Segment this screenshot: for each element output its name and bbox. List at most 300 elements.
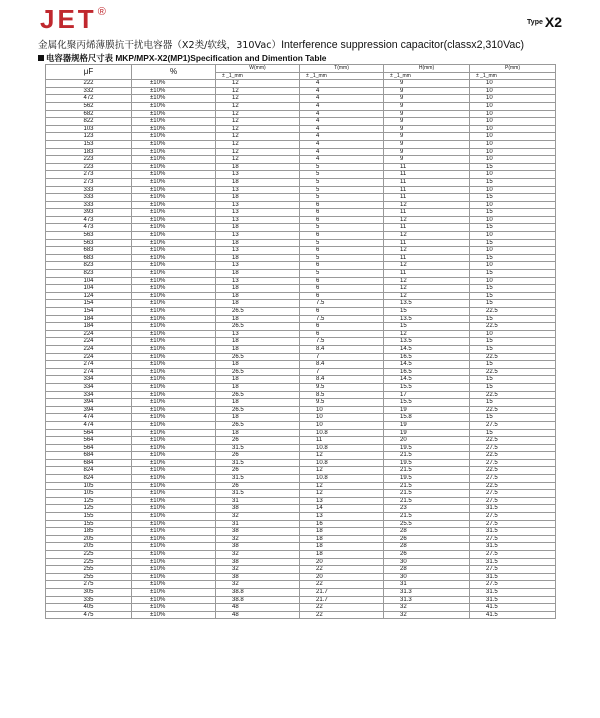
width-cell: 31 xyxy=(216,497,300,505)
capacitance-cell: 394 xyxy=(46,406,132,414)
tolerance-cell: ±10% xyxy=(132,497,216,505)
thickness-cell: 5 xyxy=(300,163,384,171)
tolerance-cell: ±10% xyxy=(132,285,216,293)
tolerance-cell: ±10% xyxy=(132,178,216,186)
table-row xyxy=(46,102,556,110)
table-row xyxy=(46,216,556,224)
table-row xyxy=(46,323,556,331)
height-cell: 15 xyxy=(384,323,470,331)
width-cell: 12 xyxy=(216,148,300,156)
pitch-cell: 22.5 xyxy=(470,406,556,414)
capacitance-cell: 222 xyxy=(46,80,132,88)
height-cell: 11 xyxy=(384,270,470,278)
tolerance-cell: ±10% xyxy=(132,611,216,619)
height-cell: 15 xyxy=(384,308,470,316)
capacitance-cell: 562 xyxy=(46,102,132,110)
pitch-cell: 27.5 xyxy=(470,497,556,505)
table-row xyxy=(46,308,556,316)
thickness-cell: 5 xyxy=(300,239,384,247)
tolerance-cell: ±10% xyxy=(132,216,216,224)
pitch-cell: 15 xyxy=(470,292,556,300)
height-cell: 31 xyxy=(384,581,470,589)
table-row xyxy=(46,588,556,596)
table-row xyxy=(46,604,556,612)
width-cell: 18 xyxy=(216,292,300,300)
thickness-cell: 6 xyxy=(300,209,384,217)
pitch-cell: 10 xyxy=(470,232,556,240)
thickness-cell: 4 xyxy=(300,80,384,88)
capacitance-cell: 682 xyxy=(46,110,132,118)
tolerance-cell: ±10% xyxy=(132,292,216,300)
thickness-tolerance: ± _1_mm xyxy=(300,72,384,80)
tolerance-cell: ±10% xyxy=(132,573,216,581)
height-cell: 28 xyxy=(384,566,470,574)
tolerance-cell: ±10% xyxy=(132,406,216,414)
capacitance-cell: 683 xyxy=(46,254,132,262)
pitch-cell: 15 xyxy=(470,254,556,262)
thickness-cell: 14 xyxy=(300,505,384,513)
thickness-cell: 4 xyxy=(300,125,384,133)
width-cell: 18 xyxy=(216,270,300,278)
pitch-cell: 27.5 xyxy=(470,535,556,543)
thickness-cell: 7 xyxy=(300,368,384,376)
width-cell: 26.5 xyxy=(216,353,300,361)
width-cell: 13 xyxy=(216,262,300,270)
capacitance-cell: 563 xyxy=(46,232,132,240)
tolerance-cell: ±10% xyxy=(132,118,216,126)
capacitance-cell: 684 xyxy=(46,459,132,467)
thickness-cell: 18 xyxy=(300,543,384,551)
pitch-cell: 31.5 xyxy=(470,573,556,581)
table-row xyxy=(46,452,556,460)
width-cell: 12 xyxy=(216,118,300,126)
capacitance-cell: 205 xyxy=(46,543,132,551)
width-cell: 12 xyxy=(216,102,300,110)
capacitance-cell: 473 xyxy=(46,224,132,232)
width-cell: 12 xyxy=(216,156,300,164)
capacitance-cell: 154 xyxy=(46,300,132,308)
thickness-cell: 4 xyxy=(300,148,384,156)
height-cell: 31.3 xyxy=(384,596,470,604)
width-cell: 32 xyxy=(216,535,300,543)
capacitance-cell: 334 xyxy=(46,383,132,391)
tolerance-cell: ±10% xyxy=(132,201,216,209)
height-cell: 9 xyxy=(384,102,470,110)
width-cell: 12 xyxy=(216,87,300,95)
thickness-cell: 12 xyxy=(300,482,384,490)
height-cell: 30 xyxy=(384,573,470,581)
width-cell: 13 xyxy=(216,216,300,224)
pitch-cell: 10 xyxy=(470,247,556,255)
height-cell: 13.5 xyxy=(384,315,470,323)
height-cell: 14.5 xyxy=(384,376,470,384)
tolerance-cell: ±10% xyxy=(132,308,216,316)
width-cell: 26 xyxy=(216,452,300,460)
capacitance-cell: 224 xyxy=(46,353,132,361)
pitch-cell: 10 xyxy=(470,156,556,164)
thickness-cell: 21.7 xyxy=(300,596,384,604)
tolerance-cell: ±10% xyxy=(132,277,216,285)
thickness-cell: 4 xyxy=(300,140,384,148)
width-cell: 38 xyxy=(216,528,300,536)
tolerance-cell: ±10% xyxy=(132,444,216,452)
type-label: $^{Type}$ X2 xyxy=(527,14,562,30)
capacitance-cell: 105 xyxy=(46,490,132,498)
thickness-cell: 22 xyxy=(300,604,384,612)
thickness-cell: 6 xyxy=(300,285,384,293)
table-title: 电容器规格尺寸表 MKP/MPX-X2(MP1)Specification and Dimention Table xyxy=(38,52,326,64)
table-row xyxy=(46,224,556,232)
capacitance-cell: 125 xyxy=(46,505,132,513)
tolerance-cell: ±10% xyxy=(132,239,216,247)
product-subtitle xyxy=(38,37,562,51)
capacitance-cell: 684 xyxy=(46,452,132,460)
capacitance-cell: 124 xyxy=(46,292,132,300)
width-cell: 18 xyxy=(216,429,300,437)
pitch-cell: 10 xyxy=(470,102,556,110)
tolerance-cell: ±10% xyxy=(132,262,216,270)
table-row xyxy=(46,338,556,346)
table-row xyxy=(46,383,556,391)
height-cell: 11 xyxy=(384,186,470,194)
width-cell: 12 xyxy=(216,110,300,118)
table-row xyxy=(46,285,556,293)
tolerance-cell: ±10% xyxy=(132,300,216,308)
pitch-cell: 10 xyxy=(470,171,556,179)
tolerance-cell: ±10% xyxy=(132,330,216,338)
width-cell: 32 xyxy=(216,513,300,521)
height-cell: 11 xyxy=(384,163,470,171)
thickness-cell: 7.5 xyxy=(300,338,384,346)
height-cell: 12 xyxy=(384,292,470,300)
width-cell: 31.5 xyxy=(216,490,300,498)
pitch-cell: 15 xyxy=(470,239,556,247)
capacitance-cell: 224 xyxy=(46,330,132,338)
capacitance-cell: 153 xyxy=(46,140,132,148)
height-cell: 26 xyxy=(384,535,470,543)
width-cell: 38 xyxy=(216,543,300,551)
width-cell: 18 xyxy=(216,383,300,391)
tolerance-cell: ±10% xyxy=(132,125,216,133)
pitch-cell: 27.5 xyxy=(470,475,556,483)
pitch-cell: 27.5 xyxy=(470,566,556,574)
thickness-cell: 7.5 xyxy=(300,300,384,308)
capacitance-cell: 823 xyxy=(46,270,132,278)
width-cell: 31 xyxy=(216,520,300,528)
width-cell: 18 xyxy=(216,399,300,407)
tolerance-cell: ±10% xyxy=(132,528,216,536)
table-header-row xyxy=(46,65,556,73)
thickness-cell: 5 xyxy=(300,254,384,262)
tolerance-cell: ±10% xyxy=(132,520,216,528)
capacitance-cell: 273 xyxy=(46,178,132,186)
pitch-cell: 22.5 xyxy=(470,308,556,316)
pitch-cell: 27.5 xyxy=(470,421,556,429)
capacitance-cell: 125 xyxy=(46,497,132,505)
capacitance-cell: 184 xyxy=(46,315,132,323)
thickness-cell: 10 xyxy=(300,414,384,422)
thickness-cell: 4 xyxy=(300,156,384,164)
pitch-cell: 27.5 xyxy=(470,490,556,498)
width-cell: 12 xyxy=(216,133,300,141)
height-cell: 9 xyxy=(384,80,470,88)
width-cell: 26.5 xyxy=(216,421,300,429)
capacitance-cell: 334 xyxy=(46,391,132,399)
pitch-cell: 15 xyxy=(470,285,556,293)
width-cell: 18 xyxy=(216,315,300,323)
table-row xyxy=(46,558,556,566)
capacitance-cell: 105 xyxy=(46,482,132,490)
table-row xyxy=(46,125,556,133)
pitch-cell: 15 xyxy=(470,376,556,384)
thickness-cell: 20 xyxy=(300,558,384,566)
table-row xyxy=(46,315,556,323)
tolerance-cell: ±10% xyxy=(132,429,216,437)
table-row xyxy=(46,277,556,285)
tolerance-cell: ±10% xyxy=(132,482,216,490)
thickness-cell: 18 xyxy=(300,535,384,543)
height-cell: 11 xyxy=(384,224,470,232)
capacitance-cell: 334 xyxy=(46,376,132,384)
capacitance-cell: 305 xyxy=(46,588,132,596)
thickness-cell: 4 xyxy=(300,87,384,95)
pitch-cell: 15 xyxy=(470,178,556,186)
table-row xyxy=(46,163,556,171)
width-cell: 13 xyxy=(216,277,300,285)
height-cell: 9 xyxy=(384,156,470,164)
col-header-height: H(mm) xyxy=(384,65,470,73)
thickness-cell: 12 xyxy=(300,467,384,475)
tolerance-cell: ±10% xyxy=(132,505,216,513)
width-cell: 18 xyxy=(216,376,300,384)
thickness-cell: 6 xyxy=(300,262,384,270)
capacitance-cell: 274 xyxy=(46,368,132,376)
pitch-cell: 15 xyxy=(470,209,556,217)
tolerance-cell: ±10% xyxy=(132,133,216,141)
pitch-cell: 10 xyxy=(470,80,556,88)
tolerance-cell: ±10% xyxy=(132,338,216,346)
table-row xyxy=(46,95,556,103)
table-row xyxy=(46,232,556,240)
pitch-cell: 22.5 xyxy=(470,437,556,445)
height-cell: 31.3 xyxy=(384,588,470,596)
thickness-cell: 20 xyxy=(300,573,384,581)
width-cell: 32 xyxy=(216,581,300,589)
pitch-cell: 31.5 xyxy=(470,505,556,513)
table-row xyxy=(46,513,556,521)
tolerance-cell: ±10% xyxy=(132,513,216,521)
thickness-cell: 9.5 xyxy=(300,399,384,407)
tolerance-cell: ±10% xyxy=(132,224,216,232)
capacitance-cell: 185 xyxy=(46,528,132,536)
width-cell: 12 xyxy=(216,125,300,133)
capacitance-cell: 223 xyxy=(46,156,132,164)
height-cell: 17 xyxy=(384,391,470,399)
pitch-cell: 10 xyxy=(470,95,556,103)
table-row xyxy=(46,80,556,88)
capacitance-cell: 393 xyxy=(46,209,132,217)
tolerance-cell: ±10% xyxy=(132,604,216,612)
height-cell: 12 xyxy=(384,247,470,255)
tolerance-cell: ±10% xyxy=(132,323,216,331)
height-cell: 13.5 xyxy=(384,300,470,308)
table-row xyxy=(46,178,556,186)
col-header-pitch: P(mm) xyxy=(470,65,556,73)
table-row xyxy=(46,239,556,247)
pitch-cell: 15 xyxy=(470,300,556,308)
height-cell: 21.5 xyxy=(384,490,470,498)
bullet-square-icon xyxy=(38,55,44,61)
thickness-cell: 18 xyxy=(300,528,384,536)
height-cell: 13.5 xyxy=(384,338,470,346)
tolerance-cell: ±10% xyxy=(132,551,216,559)
thickness-cell: 6 xyxy=(300,308,384,316)
thickness-cell: 10.8 xyxy=(300,429,384,437)
pitch-cell: 31.5 xyxy=(470,528,556,536)
thickness-cell: 4 xyxy=(300,118,384,126)
thickness-cell: 6 xyxy=(300,277,384,285)
height-cell: 28 xyxy=(384,528,470,536)
height-cell: 16.5 xyxy=(384,353,470,361)
thickness-cell: 6 xyxy=(300,292,384,300)
table-row xyxy=(46,330,556,338)
width-cell: 32 xyxy=(216,566,300,574)
pitch-cell: 15 xyxy=(470,345,556,353)
pitch-cell: 31.5 xyxy=(470,558,556,566)
tolerance-cell: ±10% xyxy=(132,232,216,240)
thickness-cell: 11 xyxy=(300,437,384,445)
height-cell: 28 xyxy=(384,543,470,551)
height-cell: 9 xyxy=(384,133,470,141)
pitch-cell: 10 xyxy=(470,201,556,209)
tolerance-cell: ±10% xyxy=(132,148,216,156)
width-cell: 18 xyxy=(216,178,300,186)
height-cell: 21.5 xyxy=(384,452,470,460)
width-cell: 38 xyxy=(216,573,300,581)
pitch-cell: 10 xyxy=(470,262,556,270)
height-cell: 9 xyxy=(384,148,470,156)
width-cell: 13 xyxy=(216,186,300,194)
width-cell: 18 xyxy=(216,194,300,202)
table-row xyxy=(46,87,556,95)
thickness-cell: 5 xyxy=(300,194,384,202)
capacitance-cell: 155 xyxy=(46,520,132,528)
thickness-cell: 7.5 xyxy=(300,315,384,323)
tolerance-cell: ±10% xyxy=(132,588,216,596)
capacitance-cell: 335 xyxy=(46,596,132,604)
subtitle-english: Interference suppression capacitor(classx2,310Vac) xyxy=(281,39,525,51)
tolerance-cell: ±10% xyxy=(132,194,216,202)
table-row xyxy=(46,459,556,467)
thickness-cell: 8.4 xyxy=(300,361,384,369)
thickness-cell: 22 xyxy=(300,566,384,574)
width-cell: 18 xyxy=(216,163,300,171)
capacitance-cell: 333 xyxy=(46,186,132,194)
tolerance-cell: ±10% xyxy=(132,399,216,407)
thickness-cell: 9.5 xyxy=(300,383,384,391)
table-row xyxy=(46,505,556,513)
tolerance-cell: ±10% xyxy=(132,209,216,217)
width-cell: 12 xyxy=(216,140,300,148)
capacitance-cell: 154 xyxy=(46,308,132,316)
capacitance-cell: 564 xyxy=(46,437,132,445)
capacitance-cell: 824 xyxy=(46,475,132,483)
width-cell: 18 xyxy=(216,254,300,262)
width-cell: 32 xyxy=(216,551,300,559)
height-cell: 15.5 xyxy=(384,399,470,407)
col-header-thickness: T(mm) xyxy=(300,65,384,73)
tolerance-cell: ±10% xyxy=(132,421,216,429)
capacitance-cell: 104 xyxy=(46,285,132,293)
pitch-cell: 22.5 xyxy=(470,482,556,490)
pitch-cell: 15 xyxy=(470,383,556,391)
table-row xyxy=(46,535,556,543)
height-cell: 25.5 xyxy=(384,520,470,528)
capacitance-cell: 223 xyxy=(46,163,132,171)
spec-table-body xyxy=(46,80,556,619)
height-cell: 26 xyxy=(384,551,470,559)
capacitance-cell: 255 xyxy=(46,566,132,574)
width-cell: 13 xyxy=(216,330,300,338)
tolerance-cell: ±10% xyxy=(132,566,216,574)
height-cell: 16.5 xyxy=(384,368,470,376)
height-cell: 12 xyxy=(384,285,470,293)
pitch-cell: 15 xyxy=(470,361,556,369)
height-cell: 23 xyxy=(384,505,470,513)
table-row xyxy=(46,551,556,559)
table-row xyxy=(46,254,556,262)
thickness-cell: 4 xyxy=(300,95,384,103)
tolerance-cell: ±10% xyxy=(132,581,216,589)
width-cell: 31.5 xyxy=(216,475,300,483)
height-cell: 9 xyxy=(384,140,470,148)
height-cell: 21.5 xyxy=(384,467,470,475)
pitch-cell: 10 xyxy=(470,330,556,338)
width-cell: 38.8 xyxy=(216,588,300,596)
capacitance-cell: 473 xyxy=(46,216,132,224)
tolerance-cell: ±10% xyxy=(132,102,216,110)
table-row xyxy=(46,421,556,429)
pitch-cell: 22.5 xyxy=(470,323,556,331)
width-cell: 18 xyxy=(216,239,300,247)
thickness-cell: 7 xyxy=(300,353,384,361)
table-row xyxy=(46,345,556,353)
table-row xyxy=(46,497,556,505)
table-row xyxy=(46,270,556,278)
thickness-cell: 10.8 xyxy=(300,459,384,467)
height-cell: 19.5 xyxy=(384,475,470,483)
table-row xyxy=(46,201,556,209)
jet-logo: JET® xyxy=(40,4,106,34)
width-cell: 26.5 xyxy=(216,323,300,331)
height-cell: 9 xyxy=(384,118,470,126)
pitch-cell: 15 xyxy=(470,338,556,346)
pitch-cell: 10 xyxy=(470,118,556,126)
thickness-cell: 10.8 xyxy=(300,475,384,483)
tolerance-cell: ±10% xyxy=(132,368,216,376)
tolerance-cell: ±10% xyxy=(132,376,216,384)
width-cell: 48 xyxy=(216,604,300,612)
subtitle-chinese: 金属化聚丙烯薄膜抗干扰电容器（X2类/软线，310Vac） xyxy=(38,40,282,51)
tolerance-cell: ±10% xyxy=(132,467,216,475)
capacitance-cell: 823 xyxy=(46,262,132,270)
pitch-cell: 15 xyxy=(470,270,556,278)
width-cell: 31.5 xyxy=(216,459,300,467)
table-row xyxy=(46,209,556,217)
height-cell: 11 xyxy=(384,171,470,179)
pitch-cell: 27.5 xyxy=(470,444,556,452)
pitch-cell: 15 xyxy=(470,224,556,232)
